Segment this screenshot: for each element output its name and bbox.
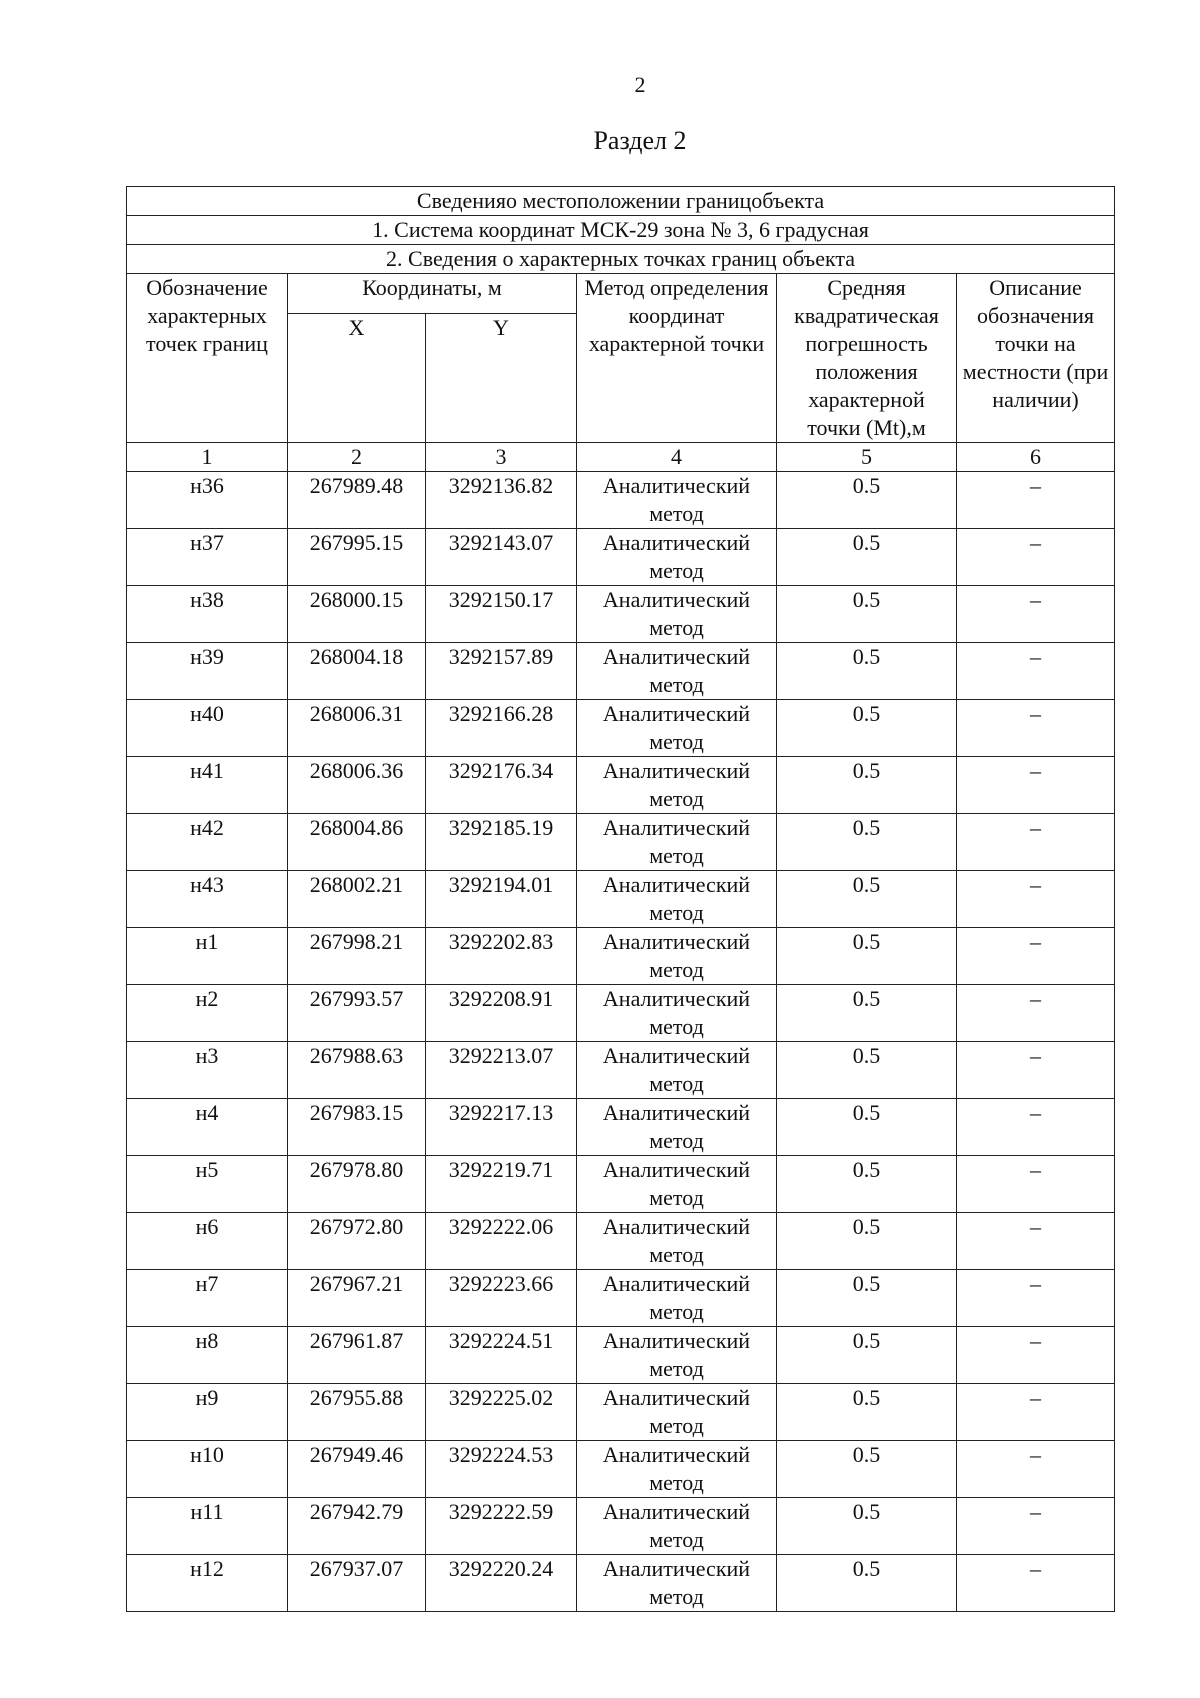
point-description: – xyxy=(957,814,1115,871)
mean-error: 0.5 xyxy=(777,586,957,643)
point-designation: н41 xyxy=(127,757,288,814)
method: Аналитический метод xyxy=(577,928,777,985)
method: Аналитический метод xyxy=(577,814,777,871)
coord-x: 268000.15 xyxy=(288,586,426,643)
method: Аналитический метод xyxy=(577,1498,777,1555)
table-row xyxy=(127,985,1115,1042)
table-title: Сведенияо местоположении границобъекта xyxy=(127,187,1115,216)
point-description: – xyxy=(957,1498,1115,1555)
point-designation: н4 xyxy=(127,1099,288,1156)
mean-error: 0.5 xyxy=(777,871,957,928)
table-row xyxy=(127,529,1115,586)
point-designation: н2 xyxy=(127,985,288,1042)
method: Аналитический метод xyxy=(577,1327,777,1384)
point-designation: н42 xyxy=(127,814,288,871)
coord-x: 268006.31 xyxy=(288,700,426,757)
header-coordinates: Координаты, м xyxy=(288,274,577,314)
coord-x: 268006.36 xyxy=(288,757,426,814)
mean-error: 0.5 xyxy=(777,700,957,757)
point-designation: н11 xyxy=(127,1498,288,1555)
point-designation: н43 xyxy=(127,871,288,928)
mean-error: 0.5 xyxy=(777,814,957,871)
mean-error: 0.5 xyxy=(777,1099,957,1156)
method: Аналитический метод xyxy=(577,985,777,1042)
column-number: 4 xyxy=(577,443,777,472)
point-description: – xyxy=(957,586,1115,643)
method: Аналитический метод xyxy=(577,1099,777,1156)
point-description: – xyxy=(957,1441,1115,1498)
point-designation: н7 xyxy=(127,1270,288,1327)
table-row xyxy=(127,814,1115,871)
coord-x: 268004.86 xyxy=(288,814,426,871)
point-designation: н36 xyxy=(127,472,288,529)
point-designation: н39 xyxy=(127,643,288,700)
coord-y: 3292202.83 xyxy=(426,928,577,985)
mean-error: 0.5 xyxy=(777,1441,957,1498)
mean-error: 0.5 xyxy=(777,1384,957,1441)
point-designation: н3 xyxy=(127,1042,288,1099)
coord-y: 3292208.91 xyxy=(426,985,577,1042)
point-designation: н10 xyxy=(127,1441,288,1498)
coord-y: 3292213.07 xyxy=(426,1042,577,1099)
point-description: – xyxy=(957,985,1115,1042)
point-designation: н1 xyxy=(127,928,288,985)
coord-x: 267993.57 xyxy=(288,985,426,1042)
table-row xyxy=(127,928,1115,985)
point-description: – xyxy=(957,472,1115,529)
point-designation: н9 xyxy=(127,1384,288,1441)
coord-y: 3292185.19 xyxy=(426,814,577,871)
table-row xyxy=(127,1555,1115,1612)
header-description: Описание обозначения точки на местности (при наличии) xyxy=(957,274,1115,443)
coord-y: 3292157.89 xyxy=(426,643,577,700)
point-designation: н37 xyxy=(127,529,288,586)
mean-error: 0.5 xyxy=(777,1555,957,1612)
coord-y: 3292136.82 xyxy=(426,472,577,529)
mean-error: 0.5 xyxy=(777,985,957,1042)
method: Аналитический метод xyxy=(577,871,777,928)
table-row xyxy=(127,1498,1115,1555)
column-numbers-row xyxy=(127,443,1115,472)
method: Аналитический метод xyxy=(577,1555,777,1612)
method: Аналитический метод xyxy=(577,1270,777,1327)
point-designation: н12 xyxy=(127,1555,288,1612)
mean-error: 0.5 xyxy=(777,1270,957,1327)
header-designation: Обозначение характерных точек границ xyxy=(127,274,288,443)
coord-x: 267978.80 xyxy=(288,1156,426,1213)
table-row xyxy=(127,643,1115,700)
method: Аналитический метод xyxy=(577,1042,777,1099)
table-row xyxy=(127,586,1115,643)
coord-system-row: 1. Система координат МСК-29 зона № 3, 6 градусная xyxy=(127,216,1115,245)
point-description: – xyxy=(957,1156,1115,1213)
method: Аналитический метод xyxy=(577,643,777,700)
method: Аналитический метод xyxy=(577,700,777,757)
coord-y: 3292217.13 xyxy=(426,1099,577,1156)
point-designation: н40 xyxy=(127,700,288,757)
mean-error: 0.5 xyxy=(777,1498,957,1555)
point-description: – xyxy=(957,928,1115,985)
method: Аналитический метод xyxy=(577,529,777,586)
coord-x: 267937.07 xyxy=(288,1555,426,1612)
mean-error: 0.5 xyxy=(777,472,957,529)
coord-x: 267983.15 xyxy=(288,1099,426,1156)
header-x: X xyxy=(288,314,426,443)
point-description: – xyxy=(957,529,1115,586)
method: Аналитический метод xyxy=(577,586,777,643)
coord-y: 3292224.51 xyxy=(426,1327,577,1384)
column-number: 2 xyxy=(288,443,426,472)
column-number: 1 xyxy=(127,443,288,472)
point-description: – xyxy=(957,700,1115,757)
coord-y: 3292166.28 xyxy=(426,700,577,757)
coord-x: 268002.21 xyxy=(288,871,426,928)
point-description: – xyxy=(957,871,1115,928)
table-row xyxy=(127,472,1115,529)
header-y: Y xyxy=(426,314,577,443)
column-number: 6 xyxy=(957,443,1115,472)
table-row xyxy=(127,757,1115,814)
coord-x: 267998.21 xyxy=(288,928,426,985)
mean-error: 0.5 xyxy=(777,1213,957,1270)
column-number: 5 xyxy=(777,443,957,472)
mean-error: 0.5 xyxy=(777,1156,957,1213)
coord-x: 267988.63 xyxy=(288,1042,426,1099)
point-description: – xyxy=(957,1384,1115,1441)
table-row xyxy=(127,1042,1115,1099)
coord-y: 3292219.71 xyxy=(426,1156,577,1213)
coord-y: 3292225.02 xyxy=(426,1384,577,1441)
table-row xyxy=(127,1099,1115,1156)
coord-x: 267955.88 xyxy=(288,1384,426,1441)
coord-y: 3292194.01 xyxy=(426,871,577,928)
table-row xyxy=(127,1327,1115,1384)
coord-y: 3292223.66 xyxy=(426,1270,577,1327)
method: Аналитический метод xyxy=(577,1156,777,1213)
method: Аналитический метод xyxy=(577,757,777,814)
method: Аналитический метод xyxy=(577,472,777,529)
point-description: – xyxy=(957,757,1115,814)
coord-y: 3292150.17 xyxy=(426,586,577,643)
header-error: Средняя квадратическая погрешность положения характерной точки (Mt),м xyxy=(777,274,957,443)
column-number: 3 xyxy=(426,443,577,472)
point-designation: н5 xyxy=(127,1156,288,1213)
coord-x: 267972.80 xyxy=(288,1213,426,1270)
coord-x: 267961.87 xyxy=(288,1327,426,1384)
coord-y: 3292222.59 xyxy=(426,1498,577,1555)
page-number: 2 xyxy=(634,72,646,97)
mean-error: 0.5 xyxy=(777,643,957,700)
method: Аналитический метод xyxy=(577,1213,777,1270)
coord-x: 267995.15 xyxy=(288,529,426,586)
table-row xyxy=(127,1156,1115,1213)
table-row xyxy=(127,700,1115,757)
mean-error: 0.5 xyxy=(777,1327,957,1384)
table-row xyxy=(127,1213,1115,1270)
coord-x: 268004.18 xyxy=(288,643,426,700)
mean-error: 0.5 xyxy=(777,1042,957,1099)
point-description: – xyxy=(957,1213,1115,1270)
table-row xyxy=(127,1384,1115,1441)
point-description: – xyxy=(957,1555,1115,1612)
coord-y: 3292224.53 xyxy=(426,1441,577,1498)
header-method: Метод определения координат характерной точки xyxy=(577,274,777,443)
coord-y: 3292220.24 xyxy=(426,1555,577,1612)
points-heading-row: 2. Сведения о характерных точках границ объекта xyxy=(127,245,1115,274)
table-row xyxy=(127,871,1115,928)
mean-error: 0.5 xyxy=(777,757,957,814)
point-description: – xyxy=(957,1327,1115,1384)
coord-x: 267942.79 xyxy=(288,1498,426,1555)
point-description: – xyxy=(957,643,1115,700)
point-description: – xyxy=(957,1099,1115,1156)
mean-error: 0.5 xyxy=(777,928,957,985)
coordinates-table xyxy=(126,186,1115,1612)
mean-error: 0.5 xyxy=(777,529,957,586)
method: Аналитический метод xyxy=(577,1441,777,1498)
coord-y: 3292143.07 xyxy=(426,529,577,586)
table-row xyxy=(127,1270,1115,1327)
section-title: Раздел 2 xyxy=(593,126,687,155)
point-description: – xyxy=(957,1042,1115,1099)
point-designation: н6 xyxy=(127,1213,288,1270)
coord-x: 267967.21 xyxy=(288,1270,426,1327)
table-row xyxy=(127,1441,1115,1498)
coord-x: 267949.46 xyxy=(288,1441,426,1498)
method: Аналитический метод xyxy=(577,1384,777,1441)
coord-y: 3292222.06 xyxy=(426,1213,577,1270)
point-designation: н8 xyxy=(127,1327,288,1384)
coord-x: 267989.48 xyxy=(288,472,426,529)
point-designation: н38 xyxy=(127,586,288,643)
point-description: – xyxy=(957,1270,1115,1327)
coord-y: 3292176.34 xyxy=(426,757,577,814)
